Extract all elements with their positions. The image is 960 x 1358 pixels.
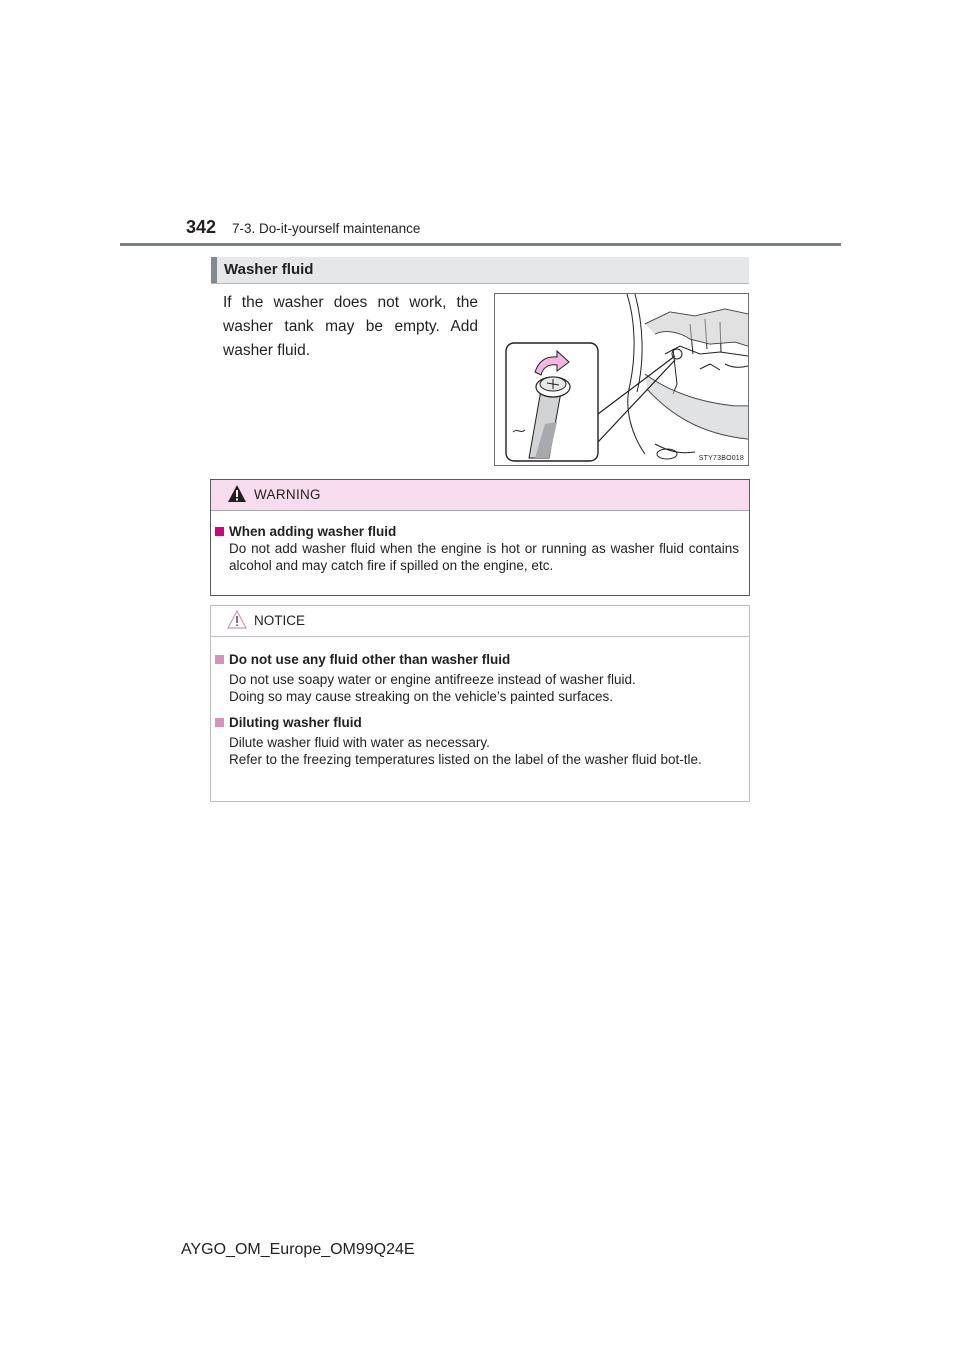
intro-text: If the washer does not work, the washer tank may be empty. Add washer fluid. [223,294,478,359]
warning-header [211,480,749,511]
square-bullet-icon [215,527,224,536]
heading-accent [211,257,217,283]
section-title: 7-3. Do-it-yourself maintenance [232,221,421,236]
notice-item [211,714,749,768]
warning-item-title: When adding washer fluid [229,524,397,539]
square-bullet-icon [215,655,224,664]
warning-box [210,479,750,596]
notice-item-line: Dilute washer fluid with water as necessary. [229,735,490,750]
warning-item-line: Do not add washer fluid when the engine is hot or running as washer fluid contains alcohol and may catch fire if spilled on the engine, etc. [229,541,739,573]
notice-label: NOTICE [254,613,306,628]
section-heading-text: Washer fluid [224,261,314,278]
square-bullet-icon [215,718,224,727]
notice-triangle-icon [227,610,247,629]
notice-box [210,605,750,802]
notice-item-title: Diluting washer fluid [229,715,362,730]
warning-label: WARNING [254,487,321,502]
warning-item-body [229,540,739,574]
warning-triangle-icon [227,484,247,503]
footer-doc-id: AYGO_OM_Europe_OM99Q24E [181,1241,415,1258]
warning-item [211,523,749,574]
notice-item-line: Doing so may cause streaking on the vehicle’s painted surfaces. [229,689,613,704]
section-heading [211,257,749,284]
figure-code: STY73BO018 [698,455,744,462]
notice-item-body [229,671,739,705]
header-rule [120,243,841,246]
notice-header [211,606,749,637]
page-number: 342 [186,217,217,237]
notice-item-line: Refer to the freezing temperatures listed on the label of the washer fluid bot-tle. [229,752,702,767]
notice-item-title: Do not use any fluid other than washer fluid [229,652,511,667]
notice-item-body [229,734,739,768]
notice-item [211,651,749,705]
washer-cap-diagram [495,294,748,465]
notice-item-line: Do not use soapy water or engine antifreeze instead of washer fluid. [229,672,636,687]
washer-fluid-illustration [494,293,749,466]
